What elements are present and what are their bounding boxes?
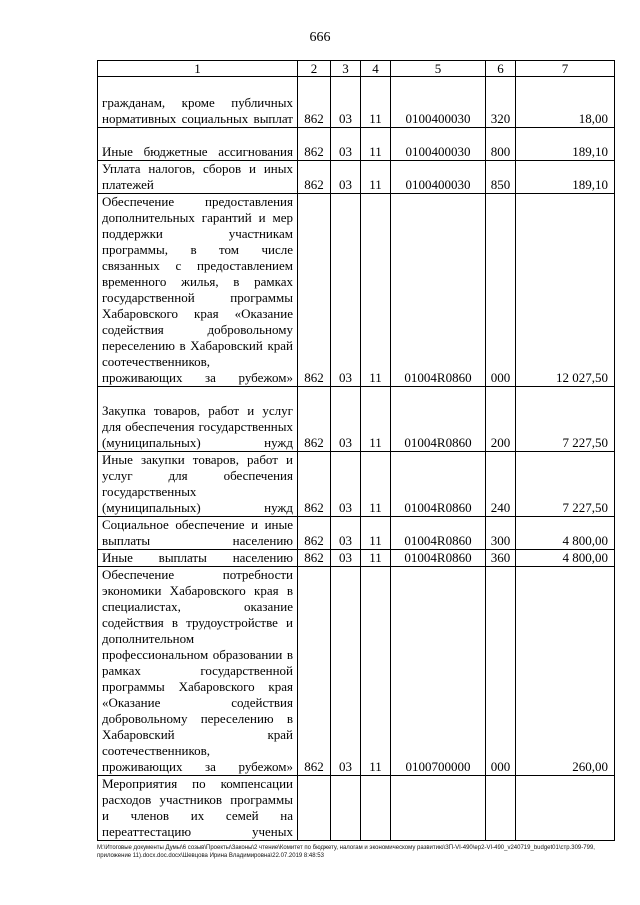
table-row — [98, 550, 615, 567]
budget-table — [97, 60, 615, 841]
subsection-cell: 11 — [361, 550, 391, 567]
column-header: 4 — [361, 61, 391, 77]
subsection-cell: 11 — [361, 387, 391, 452]
target-article-cell: 0100400030 — [391, 77, 486, 128]
target-article-cell: 01004R0860 — [391, 387, 486, 452]
ministry-code-cell: 862 — [298, 77, 331, 128]
table-header-row — [98, 61, 615, 77]
description-cell: Закупка товаров, работ и услуг для обеспечения государственных (муниципальных) нужд — [98, 387, 298, 452]
section-cell: 03 — [331, 387, 361, 452]
section-cell: 03 — [331, 77, 361, 128]
amount-cell: 7 227,50 — [516, 452, 615, 517]
subsection-cell: 11 — [361, 161, 391, 194]
table-row — [98, 161, 615, 194]
description-cell: Обеспечение предоставления дополнительных гарантий и мер поддержки участникам программы, в том числе связанных с предоставлением временного жилья, в рамках государственной программы Хабаровского края «Оказание содействия добровольному переселению в Хабаровский край соотечественников, проживающих за рубежом» — [98, 194, 298, 387]
description-cell: Социальное обеспечение и иные выплаты населению — [98, 517, 298, 550]
column-header: 7 — [516, 61, 615, 77]
amount-cell: 4 800,00 — [516, 517, 615, 550]
amount-cell: 189,10 — [516, 128, 615, 161]
ministry-code-cell: 862 — [298, 550, 331, 567]
section-cell: 03 — [331, 567, 361, 776]
ministry-code-cell: 862 — [298, 452, 331, 517]
table-row — [98, 387, 615, 452]
expense-type-cell: 850 — [486, 161, 516, 194]
table-row — [98, 567, 615, 776]
expense-type-cell: 200 — [486, 387, 516, 452]
expense-type-cell: 800 — [486, 128, 516, 161]
column-header: 6 — [486, 61, 516, 77]
subsection-cell: 11 — [361, 194, 391, 387]
expense-type-cell: 240 — [486, 452, 516, 517]
ministry-code-cell: 862 — [298, 194, 331, 387]
table-row — [98, 77, 615, 128]
ministry-code-cell — [298, 776, 331, 841]
target-article-cell: 0100400030 — [391, 128, 486, 161]
amount-cell: 7 227,50 — [516, 387, 615, 452]
expense-type-cell: 320 — [486, 77, 516, 128]
expense-type-cell: 360 — [486, 550, 516, 567]
table-row — [98, 776, 615, 841]
subsection-cell: 11 — [361, 567, 391, 776]
description-cell: гражданам, кроме публичных нормативных социальных выплат — [98, 77, 298, 128]
target-article-cell: 01004R0860 — [391, 194, 486, 387]
amount-cell: 260,00 — [516, 567, 615, 776]
subsection-cell: 11 — [361, 77, 391, 128]
description-cell: Уплата налогов, сборов и иных платежей — [98, 161, 298, 194]
column-header: 1 — [98, 61, 298, 77]
expense-type-cell: 300 — [486, 517, 516, 550]
table-row — [98, 194, 615, 387]
section-cell: 03 — [331, 194, 361, 387]
subsection-cell: 11 — [361, 517, 391, 550]
column-header: 5 — [391, 61, 486, 77]
target-article-cell: 01004R0860 — [391, 550, 486, 567]
table-row — [98, 517, 615, 550]
page-number: 666 — [309, 30, 331, 45]
table-row — [98, 452, 615, 517]
target-article-cell: 0100400030 — [391, 161, 486, 194]
expense-type-cell: 000 — [486, 567, 516, 776]
ministry-code-cell: 862 — [298, 128, 331, 161]
amount-cell — [516, 776, 615, 841]
subsection-cell: 11 — [361, 452, 391, 517]
description-cell: Иные закупки товаров, работ и услуг для обеспечения государственных (муниципальных) нужд — [98, 452, 298, 517]
target-article-cell: 0100700000 — [391, 567, 486, 776]
ministry-code-cell: 862 — [298, 517, 331, 550]
column-header: 3 — [331, 61, 361, 77]
section-cell: 03 — [331, 161, 361, 194]
amount-cell: 18,00 — [516, 77, 615, 128]
ministry-code-cell: 862 — [298, 387, 331, 452]
section-cell — [331, 776, 361, 841]
ministry-code-cell: 862 — [298, 161, 331, 194]
section-cell: 03 — [331, 550, 361, 567]
description-cell: Иные выплаты населению — [98, 550, 298, 567]
amount-cell: 4 800,00 — [516, 550, 615, 567]
expense-type-cell: 000 — [486, 194, 516, 387]
target-article-cell: 01004R0860 — [391, 452, 486, 517]
target-article-cell: 01004R0860 — [391, 517, 486, 550]
column-header: 2 — [298, 61, 331, 77]
description-cell: Иные бюджетные ассигнования — [98, 128, 298, 161]
expense-type-cell — [486, 776, 516, 841]
section-cell: 03 — [331, 452, 361, 517]
amount-cell: 189,10 — [516, 161, 615, 194]
section-cell: 03 — [331, 128, 361, 161]
subsection-cell — [361, 776, 391, 841]
ministry-code-cell: 862 — [298, 567, 331, 776]
subsection-cell: 11 — [361, 128, 391, 161]
section-cell: 03 — [331, 517, 361, 550]
document-path-footer: M:\Итоговые документы Думы\6 созыв\Проекты\Законы\2 чтение\Комитет по бюджету, налогам и экономическому развитию\ЗП-VI-490\ep2-VI-490_v240719_budget01\стр.309-799, приложение 11).docx.doc.docx\Шевцова Ирина Владимировна\22.07.2019 8:48:53 — [97, 845, 595, 859]
description-cell: Обеспечение потребности экономики Хабаровского края в специалистах, оказание содействия в трудоустройстве и дополнительном профессиональном образовании в рамках государственной программы Хабаровского края «Оказание содействия добровольному переселению в Хабаровский край соотечественников, проживающих за рубежом» — [98, 567, 298, 776]
table-row — [98, 128, 615, 161]
description-cell: Мероприятия по компенсации расходов участников программы и членов их семей на переаттестацию ученых — [98, 776, 298, 841]
amount-cell: 12 027,50 — [516, 194, 615, 387]
target-article-cell — [391, 776, 486, 841]
